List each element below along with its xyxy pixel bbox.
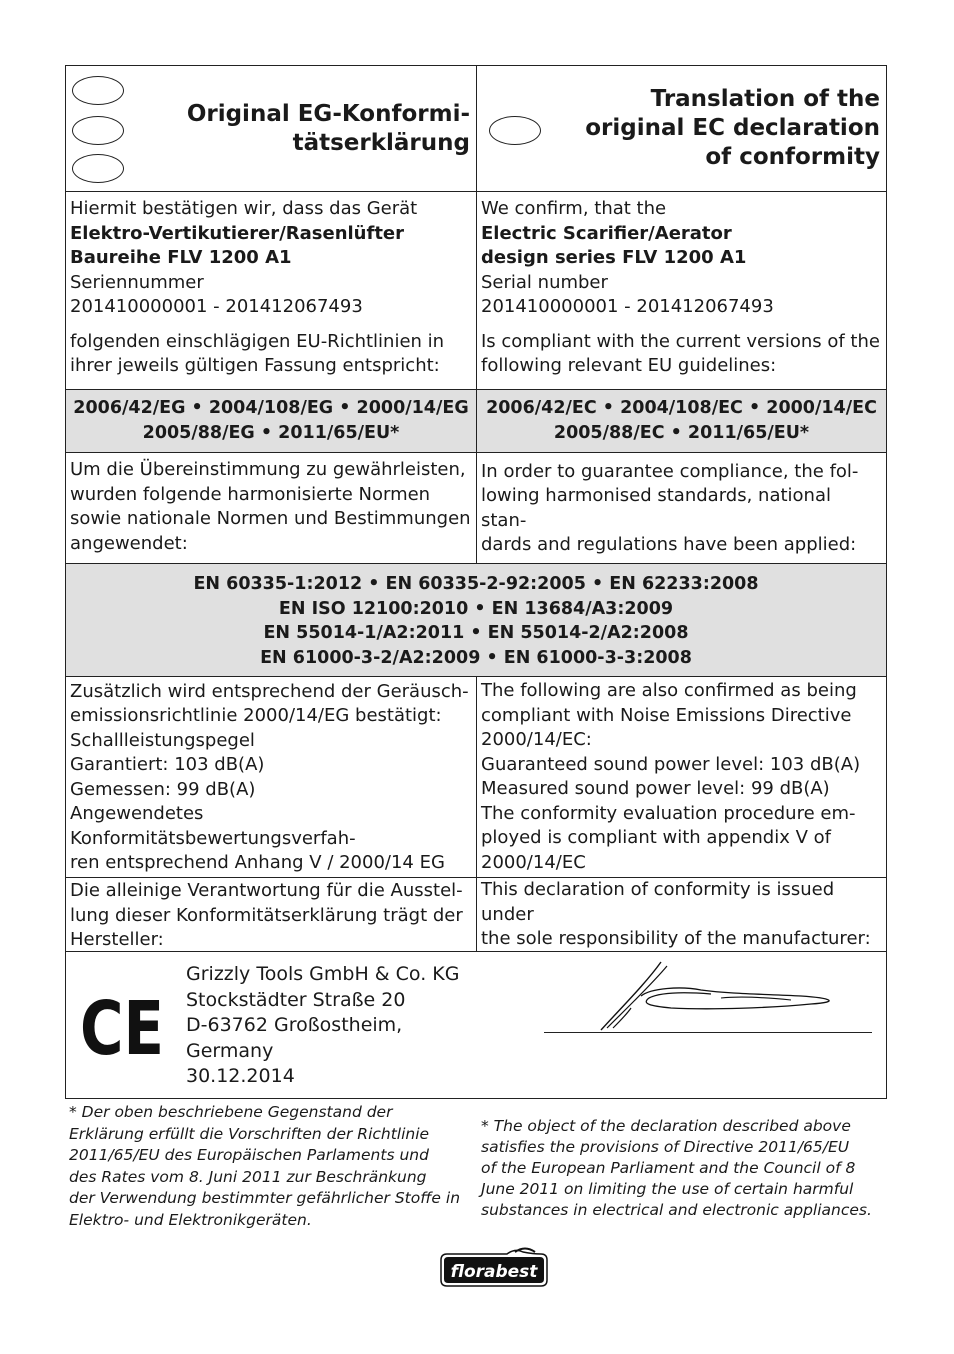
declaration-date: 30.12.2014	[186, 1065, 295, 1087]
english-title	[585, 85, 880, 172]
standards-intro-german	[66, 453, 477, 563]
product-name-en: Electric Scarifier/Aerator	[481, 222, 732, 244]
florabest-logo-icon	[437, 1246, 551, 1288]
noise-en-1: The following are also confirmed as being	[481, 680, 857, 701]
language-oval-2	[72, 116, 124, 145]
language-oval-3	[72, 154, 124, 183]
product-name-de: Elektro-Vertikutierer/Rasenlüfter	[70, 222, 405, 244]
footnote-de-2: Erklärung erfüllt die Vorschriften der Richtlinie	[69, 1124, 430, 1143]
signature-icon	[591, 958, 891, 1038]
noise-de-4: Garantiert: 103 dB(A)	[70, 754, 265, 775]
intro-en-line: We confirm, that the	[481, 198, 667, 219]
manufacturer-country: Germany	[186, 1039, 274, 1062]
standards-line-4: EN 61000-3-2/A2:2009 • EN 61000-3-3:2008	[260, 647, 692, 668]
german-title	[187, 100, 470, 158]
intro-english	[477, 192, 886, 389]
noise-german	[66, 677, 477, 877]
standards-intro-en-3: dards and regulations have been applied:	[481, 534, 857, 555]
noise-de-3: Schallleistungspegel	[70, 729, 255, 751]
compliance-de-1: folgenden einschlägigen EU-Richtlinien in	[70, 330, 445, 352]
serial-label-de: Seriennummer	[70, 271, 204, 293]
noise-en-3: 2000/14/EC:	[481, 729, 592, 750]
manufacturer-row	[66, 952, 886, 1098]
manufacturer-name: Grizzly Tools GmbH & Co. KG	[186, 963, 460, 985]
svg-text:florabest: florabest	[450, 1262, 538, 1282]
responsibility-row	[66, 878, 886, 952]
signature-line	[544, 1032, 872, 1033]
standards-intro-row	[66, 453, 886, 564]
standards-list	[66, 564, 886, 676]
intro-row	[66, 192, 886, 390]
language-oval-en	[489, 116, 541, 145]
footnote-en-2: satisfies the provisions of Directive 2011/65/EU	[481, 1138, 850, 1156]
footnote-en-3: of the European Parliament and the Council of 8	[481, 1159, 856, 1177]
noise-en-8: 2000/14/EC	[481, 851, 586, 873]
german-title-line-1: Original EG-Konformi-	[186, 101, 470, 127]
footnote-de-1: * Der oben beschriebene Gegenstand der	[69, 1103, 393, 1121]
svg-text:CE: CE	[80, 986, 164, 1072]
footnote-de-6: Elektro- und Elektronikgeräten.	[69, 1210, 312, 1229]
footnote-german	[69, 1102, 460, 1231]
directives-de-1: 2006/42/EG • 2004/108/EG • 2000/14/EG	[73, 398, 469, 418]
compliance-de-2: ihrer jeweils gültigen Fassung entspricht:	[70, 355, 440, 376]
directives-en-1: 2006/42/EC • 2004/108/EC • 2000/14/EC	[486, 398, 877, 418]
noise-english	[477, 677, 886, 877]
noise-de-5: Gemessen: 99 dB(A)	[70, 778, 256, 800]
declaration-table	[65, 65, 887, 1099]
header-english	[477, 66, 886, 192]
footnote-en-1: * The object of the declaration described above	[481, 1117, 851, 1135]
product-series-de: Baureihe FLV 1200 A1	[70, 247, 292, 268]
noise-en-4: Guaranteed sound power level: 103 dB(A)	[481, 753, 861, 775]
english-title-line-1: Translation of the	[650, 86, 880, 112]
noise-en-7: ployed is compliant with appendix V of	[481, 827, 831, 848]
directives-row	[66, 390, 886, 453]
noise-de-2: emissionsrichtlinie 2000/14/EG bestätigt:	[70, 705, 442, 726]
standards-intro-en-2: lowing harmonised standards, national stan-	[481, 485, 831, 531]
english-title-line-2: original EC declaration	[585, 115, 880, 141]
standards-row	[66, 564, 886, 677]
manufacturer-city: D-63762 Großostheim,	[186, 1014, 403, 1036]
standards-line-3: EN 55014-1/A2:2011 • EN 55014-2/A2:2008	[263, 623, 689, 643]
compliance-en-2: following relevant EU guidelines:	[481, 355, 777, 376]
directives-en-2: 2005/88/EC • 2011/65/EU*	[553, 422, 810, 443]
noise-row	[66, 677, 886, 878]
serial-number-de: 201410000001 - 201412067493	[70, 296, 363, 317]
footnote-de-4: des Rates vom 8. Juni 2011 zur Beschränkung	[69, 1167, 427, 1186]
standards-intro-de-2: wurden folgende harmonisierte Normen	[70, 483, 431, 505]
standards-intro-de-1: Um die Übereinstimmung zu gewährleisten,	[70, 459, 466, 480]
german-title-line-2: tätserklärung	[292, 130, 470, 156]
responsibility-en-1: This declaration of conformity is issued under	[481, 879, 835, 925]
responsibility-de-2: lung dieser Konformitätserklärung trägt der	[70, 904, 463, 926]
noise-de-1: Zusätzlich wird entsprechend der Geräusch-	[70, 680, 469, 702]
compliance-en-1: Is compliant with the current versions of the	[481, 330, 880, 352]
standards-intro-de-3: sowie nationale Normen und Bestimmungen	[70, 508, 471, 529]
manufacturer-street: Stockstädter Straße 20	[186, 988, 406, 1011]
header-row	[66, 66, 886, 192]
noise-en-6: The conformity evaluation procedure em-	[481, 802, 856, 824]
responsibility-english	[477, 878, 886, 951]
intro-de-line: Hiermit bestätigen wir, dass das Gerät	[70, 198, 418, 219]
footnote-english	[481, 1116, 872, 1221]
serial-number-en: 201410000001 - 201412067493	[481, 296, 774, 317]
footnote-en-4: June 2011 on limiting the use of certain harmful	[481, 1180, 854, 1198]
standards-intro-en-1: In order to guarantee compliance, the fol-	[481, 460, 859, 482]
language-oval-1	[72, 76, 124, 105]
ce-mark-icon	[80, 986, 164, 1072]
header-german	[66, 66, 477, 192]
standards-line-1: EN 60335-1:2012 • EN 60335-2-92:2005 • EN 62233:2008	[193, 574, 759, 594]
footnote-de-3: 2011/65/EU des Europäischen Parlaments und	[69, 1146, 429, 1164]
standards-line-2: EN ISO 12100:2010 • EN 13684/A3:2009	[278, 598, 674, 619]
noise-de-6: Angewendetes Konformitätsbewertungsverfah-	[70, 803, 356, 849]
noise-en-5: Measured sound power level: 99 dB(A)	[481, 778, 830, 799]
responsibility-en-2: the sole responsibility of the manufacturer:	[481, 928, 871, 950]
noise-en-2: compliant with Noise Emissions Directive	[481, 704, 852, 726]
english-title-line-3: of conformity	[705, 144, 880, 170]
directives-english	[477, 390, 886, 452]
intro-german	[66, 192, 477, 389]
footnote-de-5: der Verwendung bestimmter gefährlicher Stoffe in	[69, 1189, 461, 1207]
footnote-en-5: substances in electrical and electronic appliances.	[481, 1201, 872, 1219]
noise-de-7: ren entsprechend Anhang V / 2000/14 EG	[70, 852, 445, 873]
directives-de-2: 2005/88/EG • 2011/65/EU*	[142, 422, 400, 443]
serial-label-en: Serial number	[481, 271, 608, 293]
responsibility-german	[66, 878, 477, 951]
standards-intro-de-4: angewendet:	[70, 532, 188, 554]
responsibility-de-3: Hersteller:	[70, 929, 164, 950]
product-series-en: design series FLV 1200 A1	[481, 247, 747, 268]
directives-german	[66, 390, 477, 452]
standards-intro-english	[477, 453, 886, 563]
responsibility-de-1: Die alleinige Verantwortung für die Ausstel-	[70, 880, 463, 901]
manufacturer-address	[186, 962, 459, 1090]
